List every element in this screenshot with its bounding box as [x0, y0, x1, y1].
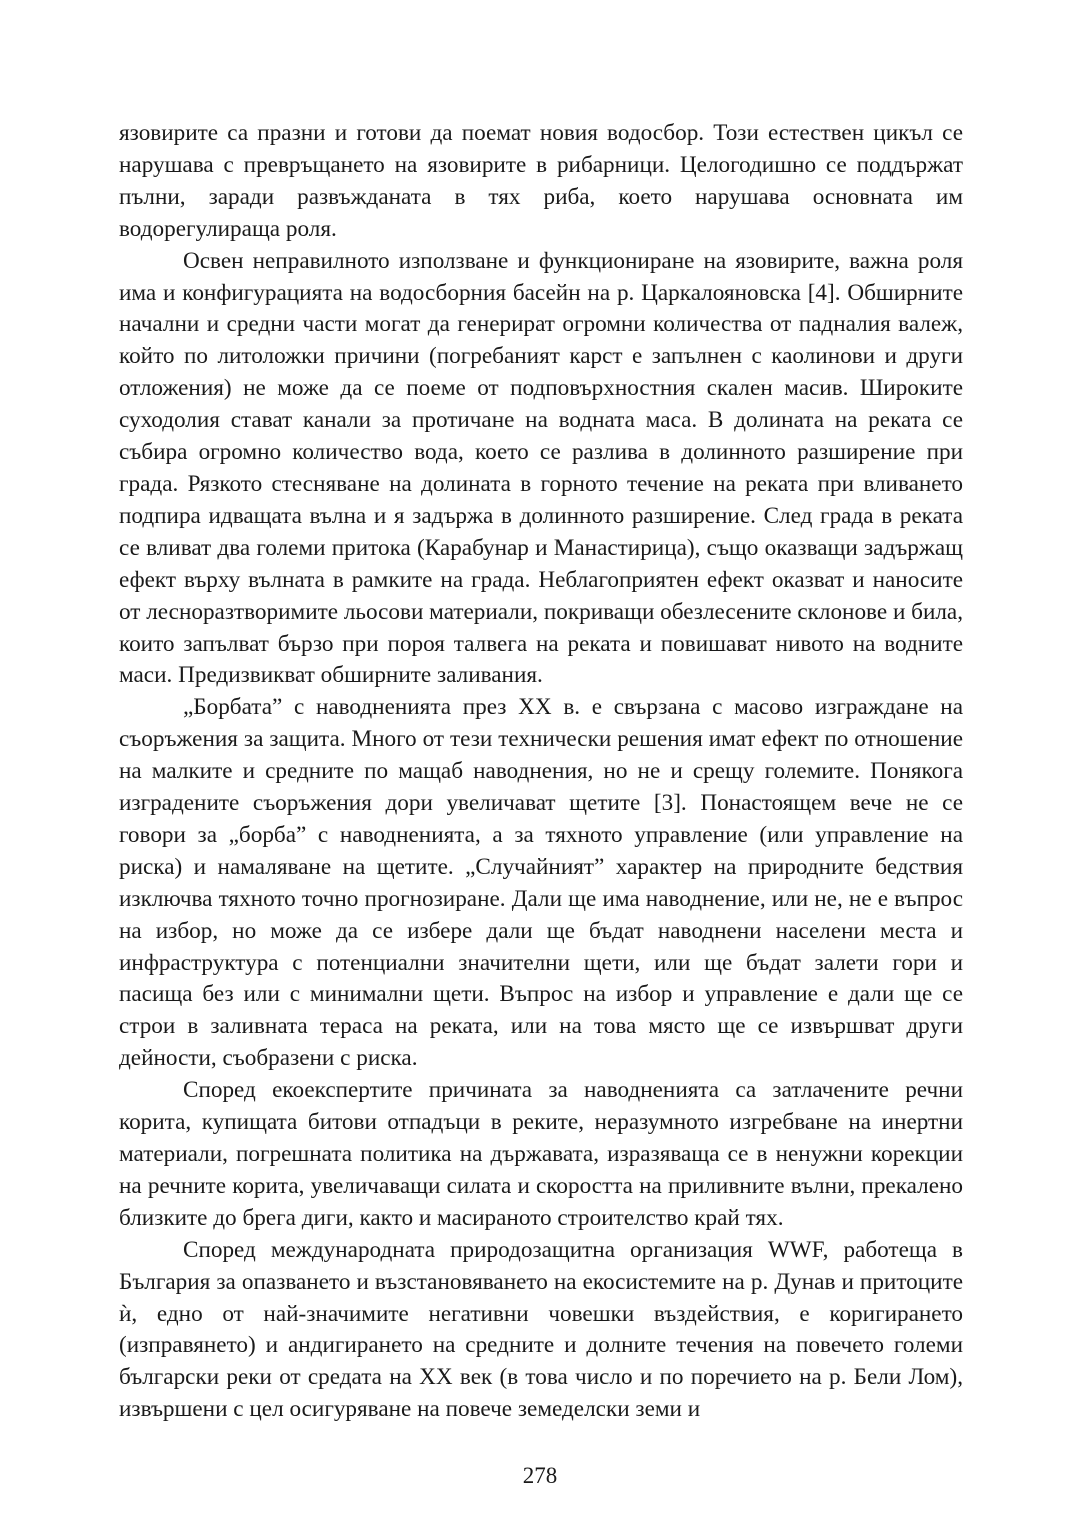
paragraph-5: Според международната природозащитна организация WWF, работеща в България за опазването и възстановяването на екосистемите на р. Дунав и притоците ѝ, едно от най-значимите негативни човешки въздействия, е коригирането (изправянето) и андигирането на средните и долните течения на повечето големи български реки от средата на ХХ век (в това число и по поречието на р. Бели Лом), извършени с цел осигуряване на повече земеделски земи и [119, 1236, 963, 1423]
paragraph-4: Според екоекспертите причината за наводненията са затлачените речни корита, купищата битови отпадъци в реките, неразумното изгребване на инертни материали, погрешната политика на държавата, изразяваща се в ненужни корекции на речните корита, увеличаващи силата и скоростта на приливните вълни, прекалено близките до брега диги, както и масираното строителство край тях. [119, 1077, 963, 1231]
paragraph-1: язовирите са празни и готови да поемат новия водосбор. Този естествен цикъл се нарушава с превръщането на язовирите в рибарници. Целогодишно се поддържат пълни, заради развъжданата в тях риба, което нарушава основната им водорегулираща роля. [119, 120, 963, 242]
paragraph-3: „Борбата” с наводненията през ХХ в. е свързана с масово изграждане на съоръжения за защита. Много от тези технически решения имат ефект по отношение на малките и средните по мащаб наводнения, но не и срещу големите. Понякога изградените съоръжения дори увеличават щетите [3]. Понастоящем вече не се говори за „борба” с наводненията, а за тяхното управление (или управление на риска) и намаляване на щетите. „Случайният” характер на природните бедствия изключва тяхното точно прогнозиране. Дали ще има наводнение, или не, не е въпрос на избор, но може да се избере дали ще бъдат наводнени населени места и инфраструктура с потенциални значителни щети, или ще бъдат залети гори и пасища без или с минимални щети. Въпрос на избор и управление е дали ще се строи в заливната тераса на реката, или на това място ще се извършват други дейности, съобразени с риска. [119, 694, 963, 1072]
paragraph-2: Освен неправилното използване и функциониране на язовирите, важна роля има и конфигурацията на водосборния басейн на р. Царкалояновска [4]. Обширните начални и средни части могат да генерират огромни количества от падналия валеж, който по литоложки причини (погребаният карст е запълнен с каолинови и други отложения) не може да се поеме от подповърхностния скален масив. Широките суходолия стават канали за протичане на водната маса. В долината на реката се събира огромно количество вода, което се разлива в долинното разширение при града. Рязкото стесняване на долината в горното течение на реката при вливането подпира идващата вълна и я задържа в долинното разширение. След града в реката се вливат два големи притока (Карабунар и Манастирица), също оказващи задържащ ефект върху вълната в рамките на града. Неблагоприятен ефект оказват и наносите от лесноразтворимите льосови материали, покриващи обезлесените склонове и била, които запълват бързо при пороя талвега на реката и повишават нивото на водните маси. Предизвикват обширните заливания. [119, 247, 964, 689]
page-number: 278 [522, 1463, 558, 1488]
body-text [119, 118, 963, 1426]
